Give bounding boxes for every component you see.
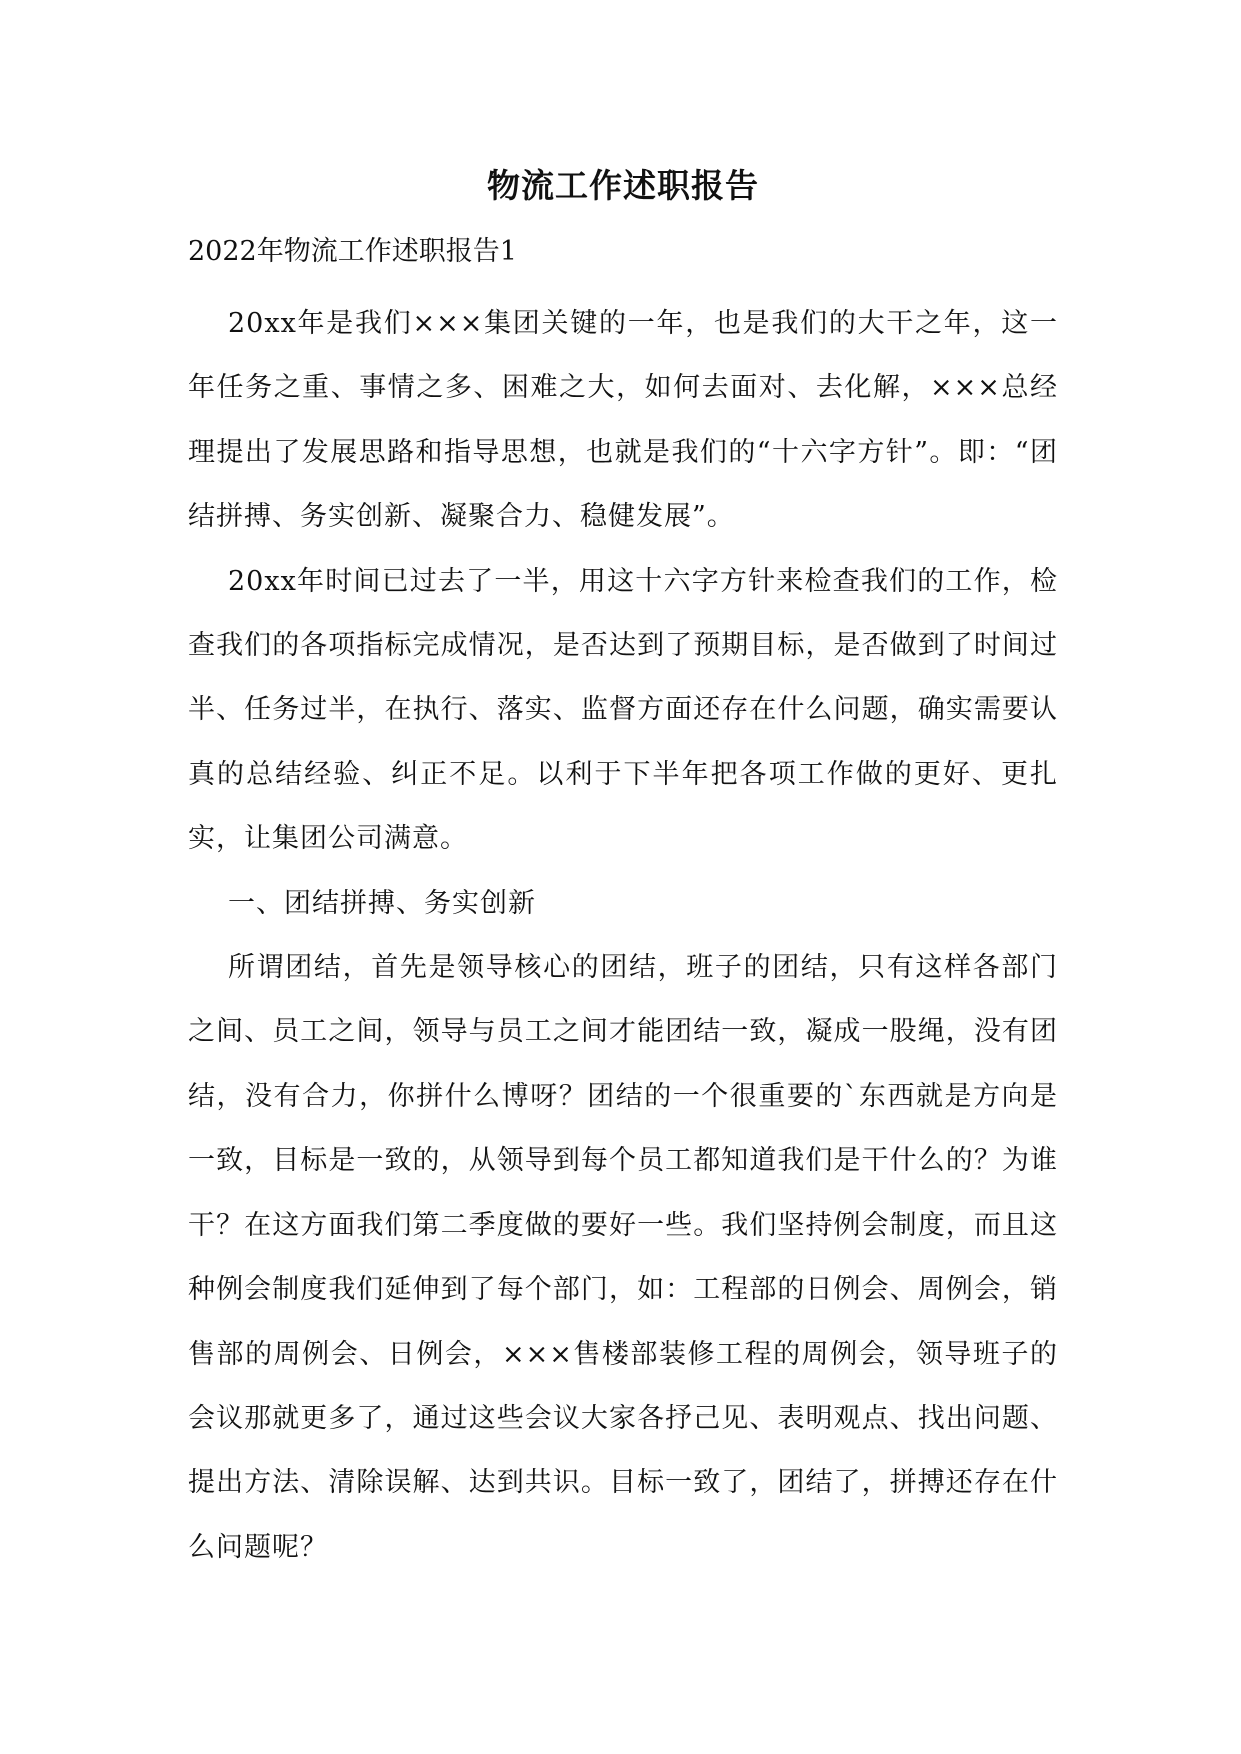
document-title: 物流工作述职报告	[487, 166, 759, 205]
paragraph: 20xx年时间已过去了一半，用这十六字方针来检查我们的工作，检查我们的各项指标完成情况，是否达到了预期目标，是否做到了时间过半、任务过半，在执行、落实、监督方面还存在什么问题，确实需要认真的总结经验、纠正不足。以利于下半年把各项工作做的更好、更扎实，让集团公司满意。	[188, 565, 1058, 855]
paragraph: 所谓团结，首先是领导核心的团结，班子的团结，只有这样各部门之间、员工之间，领导与员工之间才能团结一致，凝成一股绳，没有团结，没有合力，你拼什么博呀？团结的一个很重要的`东西就是方向是一致，目标是一致的，从领导到每个员工都知道我们是干什么的？为谁干？在这方面我们第二季度做的要好一些。我们坚持例会制度，而且这种例会制度我们延伸到了每个部门，如：工程部的日例会、周例会，销售部的周例会、日例会，×××售楼部装修工程的周例会，领导班子的会议那就更多了，通过这些会议大家各抒己见、表明观点、找出问题、提出方法、清除误解、达到共识。目标一致了，团结了，拼搏还存在什么问题呢？	[188, 952, 1058, 1563]
document-subtitle: 2022年物流工作述职报告1	[188, 236, 517, 267]
document-body	[188, 292, 1058, 1580]
section-heading: 一、团结拼搏、务实创新	[228, 887, 536, 919]
paragraph: 20xx年是我们×××集团关键的一年，也是我们的大干之年，这一年任务之重、事情之多、困难之大，如何去面对、去化解，×××总经理提出了发展思路和指导思想，也就是我们的“十六字方针”。即：“团结拼搏、务实创新、凝聚合力、稳健发展”。	[188, 308, 1058, 533]
